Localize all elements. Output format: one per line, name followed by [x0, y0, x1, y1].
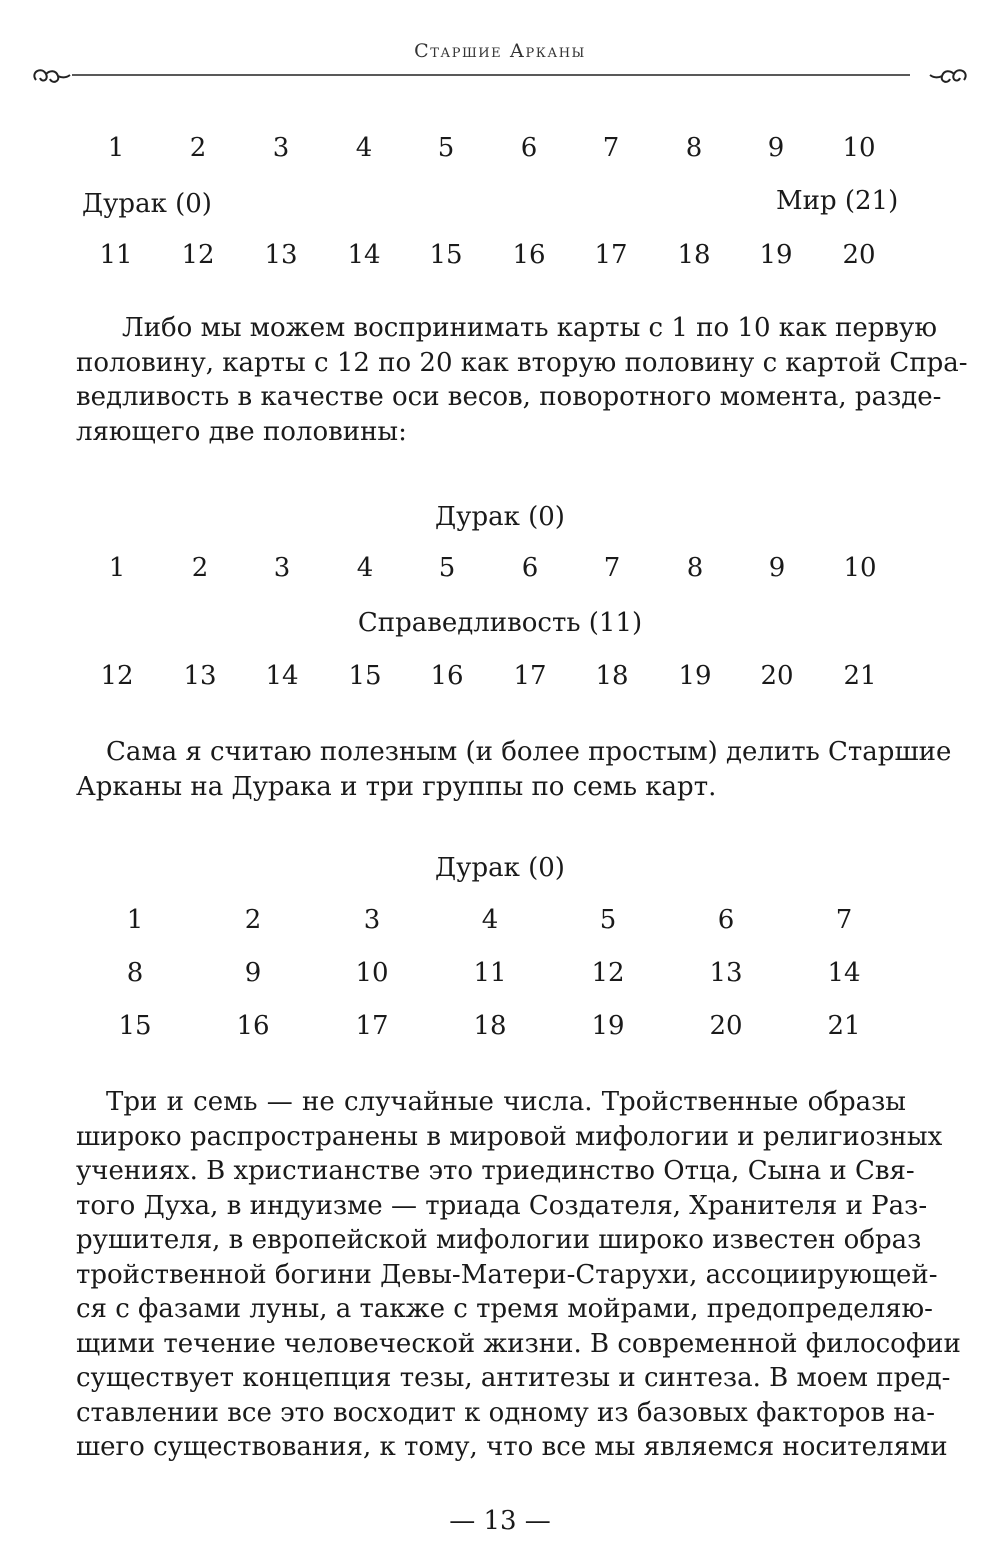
card-number: 5: [437, 133, 455, 163]
card-number: 3: [273, 553, 291, 583]
text-line: ляющего две половины:: [76, 416, 407, 447]
text-line: Арканы на Дурака и три группы по семь карт.: [76, 771, 717, 802]
paragraph-1: [76, 311, 968, 449]
paragraph-2: [76, 735, 952, 804]
card-number: 2: [244, 905, 262, 935]
card-number: 12: [181, 240, 215, 270]
text-line: существует концепция тезы, антитезы и синтеза. В моем пред-: [76, 1363, 951, 1393]
card-number: 3: [272, 133, 290, 163]
card-number: 14: [347, 240, 381, 270]
card-number: 8: [686, 553, 704, 583]
text-line: того Духа, в индуизме — триада Создателя, Хранителя и Раз-: [76, 1190, 928, 1221]
card-number: 14: [265, 661, 299, 691]
card-number: 15: [429, 240, 463, 270]
text-line: шего существования, к тому, что все мы являемся носителями: [76, 1432, 948, 1462]
card-number: 9: [768, 553, 786, 583]
page-number: — 13 —: [449, 1506, 551, 1536]
right-flourish-icon: [930, 70, 966, 82]
card-number: 20: [842, 240, 876, 270]
card-number: 21: [843, 661, 877, 691]
card-number: 17: [513, 661, 547, 691]
running-header: Старшие Арканы: [414, 40, 586, 62]
card-number: 17: [355, 1011, 389, 1041]
card-number: 11: [473, 958, 507, 988]
text-line: щими течение человеческой жизни. В современной философии: [76, 1328, 961, 1359]
world-label: Мир (21): [776, 186, 899, 216]
card-number: 8: [126, 958, 144, 988]
card-number: 15: [348, 661, 382, 691]
text-line: широко распространены в мировой мифологии и религиозных: [76, 1121, 943, 1152]
text-line: ся с фазами луны, а также с тремя мойрами, предопределяю-: [76, 1294, 933, 1324]
card-number: 16: [430, 661, 464, 691]
card-number: 20: [760, 661, 794, 691]
card-number: 5: [438, 553, 456, 583]
justice-label: Справедливость (11): [357, 608, 643, 638]
card-number: 13: [183, 661, 217, 691]
card-number: 17: [594, 240, 628, 270]
card-number: 16: [512, 240, 546, 270]
card-number: 21: [827, 1011, 861, 1041]
text-line: учениях. В христианстве это триединство Отца, Сына и Свя-: [76, 1156, 915, 1186]
card-number: 5: [599, 905, 617, 935]
fool-label: Дурак (0): [435, 502, 565, 532]
text-line: половину, карты с 12 по 20 как вторую половину с картой Спра-: [76, 347, 968, 378]
card-number: 4: [355, 133, 373, 163]
block2-row-bottom: [0, 661, 1000, 701]
card-number: 18: [677, 240, 711, 270]
card-number: 13: [709, 958, 743, 988]
fool-label: Дурак (0): [82, 189, 212, 219]
block3-row-2: [0, 958, 1000, 998]
text-line: ведливость в качестве оси весов, поворотного момента, разде-: [76, 382, 942, 412]
card-number: 14: [827, 958, 861, 988]
block1-row-bottom: [0, 240, 1000, 280]
fool-label: Дурак (0): [435, 853, 565, 883]
card-number: 13: [264, 240, 298, 270]
card-number: 15: [118, 1011, 152, 1041]
card-number: 18: [595, 661, 629, 691]
block2-row-top: [0, 553, 1000, 593]
card-number: 1: [107, 133, 125, 163]
card-number: 1: [108, 553, 126, 583]
card-number: 10: [355, 958, 389, 988]
card-number: 2: [191, 553, 209, 583]
card-number: 11: [99, 240, 133, 270]
card-number: 6: [717, 905, 735, 935]
text-line: ставлении все это восходит к одному из базовых факторов на-: [76, 1397, 936, 1428]
card-number: 1: [126, 905, 144, 935]
card-number: 6: [521, 553, 539, 583]
paragraph-3: [76, 1085, 961, 1465]
card-number: 7: [603, 553, 621, 583]
block3-row-3: [0, 1011, 1000, 1051]
text-line: тройственной богини Девы-Матери-Старухи, ассоциирующей-: [76, 1259, 938, 1290]
card-number: 19: [678, 661, 712, 691]
block1-row-top: [0, 133, 1000, 173]
left-flourish-icon: [34, 70, 70, 82]
card-number: 4: [356, 553, 374, 583]
card-number: 12: [100, 661, 134, 691]
card-number: 4: [481, 905, 499, 935]
card-number: 16: [236, 1011, 270, 1041]
block3-row-1: [0, 905, 1000, 945]
text-line: Либо мы можем воспринимать карты с 1 по 10 как первую: [122, 313, 937, 343]
card-number: 18: [473, 1011, 507, 1041]
card-number: 12: [591, 958, 625, 988]
card-number: 3: [363, 905, 381, 935]
card-number: 9: [767, 133, 785, 163]
card-number: 8: [685, 133, 703, 163]
card-number: 10: [842, 133, 876, 163]
card-number: 7: [835, 905, 853, 935]
card-number: 9: [244, 958, 262, 988]
text-line: Сама я считаю полезным (и более простым) делить Старшие: [106, 737, 952, 767]
card-number: 10: [843, 553, 877, 583]
text-line: Три и семь — не случайные числа. Тройственные образы: [106, 1087, 906, 1117]
card-number: 7: [602, 133, 620, 163]
card-number: 19: [591, 1011, 625, 1041]
header-ornament-rule: [30, 62, 970, 92]
card-number: 2: [189, 133, 207, 163]
card-number: 19: [759, 240, 793, 270]
card-number: 20: [709, 1011, 743, 1041]
text-line: рушителя, в европейской мифологии широко известен образ: [76, 1225, 922, 1255]
card-number: 6: [520, 133, 538, 163]
